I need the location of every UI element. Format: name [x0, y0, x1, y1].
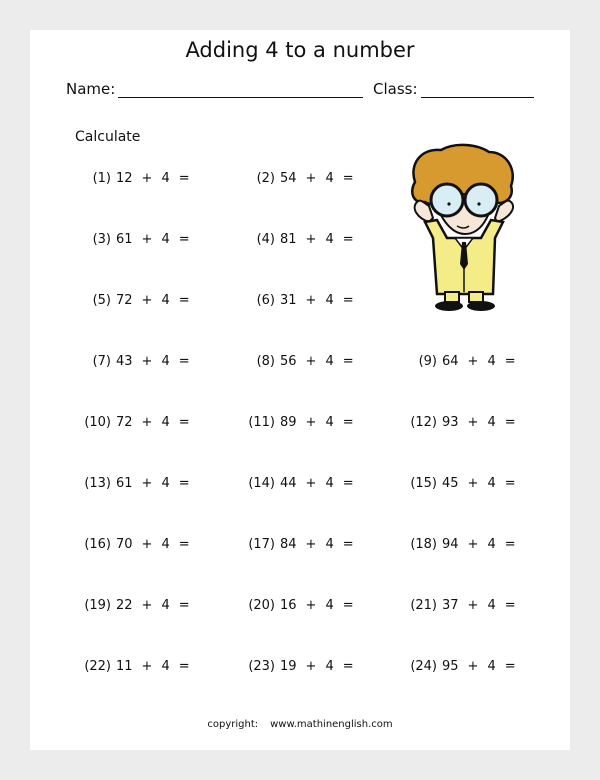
second-addend: 4 — [161, 476, 170, 491]
second-addend: 4 — [325, 537, 334, 552]
second-addend: 4 — [325, 415, 334, 430]
class-label: Class: — [373, 80, 418, 98]
problem-number: (6) — [256, 293, 275, 308]
problem-number: (17) — [248, 537, 275, 552]
second-addend: 4 — [161, 598, 170, 613]
problem-20 — [241, 597, 384, 613]
problem-number: (21) — [410, 598, 437, 613]
first-addend: 93 — [442, 415, 459, 430]
second-addend: 4 — [161, 354, 170, 369]
problem-10 — [77, 414, 220, 430]
problem-number: (1) — [92, 171, 111, 186]
equals-sign: = — [504, 659, 516, 674]
equals-sign: = — [342, 293, 354, 308]
name-label: Name: — [66, 80, 116, 98]
first-addend: 19 — [280, 659, 297, 674]
problem-number: (22) — [84, 659, 111, 674]
equals-sign: = — [342, 537, 354, 552]
equals-sign: = — [178, 171, 190, 186]
plus-sign: + — [141, 598, 153, 613]
plus-sign: + — [141, 659, 153, 674]
problem-12 — [403, 414, 546, 430]
answer-space[interactable] — [354, 597, 384, 609]
answer-space[interactable] — [190, 597, 220, 609]
second-addend: 4 — [487, 476, 496, 491]
answer-space[interactable] — [354, 658, 384, 670]
problem-number: (19) — [84, 598, 111, 613]
problem-number: (18) — [410, 537, 437, 552]
second-addend: 4 — [487, 598, 496, 613]
first-addend: 56 — [280, 354, 297, 369]
equals-sign: = — [504, 476, 516, 491]
worksheet-title: Adding 4 to a number — [185, 38, 415, 62]
second-addend: 4 — [161, 171, 170, 186]
second-addend: 4 — [325, 659, 334, 674]
second-addend: 4 — [325, 354, 334, 369]
problem-number: (10) — [84, 415, 111, 430]
problem-number: (13) — [84, 476, 111, 491]
first-addend: 43 — [116, 354, 133, 369]
second-addend: 4 — [325, 293, 334, 308]
first-addend: 81 — [280, 232, 297, 247]
worksheet-page — [30, 30, 570, 750]
plus-sign: + — [141, 354, 153, 369]
plus-sign: + — [305, 598, 317, 613]
first-addend: 72 — [116, 415, 133, 430]
problem-number: (9) — [418, 354, 437, 369]
first-addend: 31 — [280, 293, 297, 308]
cartoon-boy-with-glasses-icon — [403, 142, 523, 312]
second-addend: 4 — [325, 598, 334, 613]
second-addend: 4 — [161, 659, 170, 674]
second-addend: 4 — [161, 293, 170, 308]
equals-sign: = — [342, 476, 354, 491]
plus-sign: + — [305, 537, 317, 552]
plus-sign: + — [467, 598, 479, 613]
equals-sign: = — [342, 598, 354, 613]
problem-number: (15) — [410, 476, 437, 491]
plus-sign: + — [141, 171, 153, 186]
answer-space[interactable] — [516, 414, 546, 426]
answer-space[interactable] — [354, 231, 384, 243]
plus-sign: + — [141, 476, 153, 491]
equals-sign: = — [342, 659, 354, 674]
problem-6 — [241, 292, 384, 308]
equals-sign: = — [504, 537, 516, 552]
problem-9 — [403, 353, 546, 369]
plus-sign: + — [305, 415, 317, 430]
second-addend: 4 — [487, 354, 496, 369]
first-addend: 64 — [442, 354, 459, 369]
answer-space[interactable] — [516, 597, 546, 609]
first-addend: 37 — [442, 598, 459, 613]
answer-space[interactable] — [516, 353, 546, 365]
answer-space[interactable] — [190, 658, 220, 670]
plus-sign: + — [467, 659, 479, 674]
second-addend: 4 — [161, 537, 170, 552]
answer-space[interactable] — [190, 536, 220, 548]
problem-11 — [241, 414, 384, 430]
first-addend: 16 — [280, 598, 297, 613]
problem-24 — [403, 658, 546, 674]
first-addend: 94 — [442, 537, 459, 552]
first-addend: 89 — [280, 415, 297, 430]
problem-grid — [30, 30, 570, 750]
footer — [30, 719, 570, 730]
problem-1 — [77, 170, 220, 186]
problem-19 — [77, 597, 220, 613]
problem-number: (24) — [410, 659, 437, 674]
answer-space[interactable] — [354, 353, 384, 365]
answer-space[interactable] — [190, 475, 220, 487]
problem-number: (5) — [92, 293, 111, 308]
second-addend: 4 — [487, 415, 496, 430]
second-addend: 4 — [161, 232, 170, 247]
answer-space[interactable] — [354, 292, 384, 304]
first-addend: 61 — [116, 476, 133, 491]
first-addend: 11 — [116, 659, 133, 674]
plus-sign: + — [305, 171, 317, 186]
plus-sign: + — [141, 232, 153, 247]
answer-space[interactable] — [354, 536, 384, 548]
plus-sign: + — [467, 537, 479, 552]
answer-space[interactable] — [190, 353, 220, 365]
first-addend: 22 — [116, 598, 133, 613]
answer-space[interactable] — [354, 170, 384, 182]
problem-15 — [403, 475, 546, 491]
first-addend: 61 — [116, 232, 133, 247]
equals-sign: = — [504, 415, 516, 430]
problem-5 — [77, 292, 220, 308]
problem-number: (12) — [410, 415, 437, 430]
problem-number: (14) — [248, 476, 275, 491]
problem-number: (11) — [248, 415, 275, 430]
second-addend: 4 — [487, 537, 496, 552]
plus-sign: + — [141, 537, 153, 552]
first-addend: 72 — [116, 293, 133, 308]
answer-space[interactable] — [190, 170, 220, 182]
second-addend: 4 — [325, 476, 334, 491]
equals-sign: = — [342, 232, 354, 247]
answer-space[interactable] — [354, 414, 384, 426]
first-addend: 95 — [442, 659, 459, 674]
equals-sign: = — [178, 598, 190, 613]
equals-sign: = — [178, 415, 190, 430]
equals-sign: = — [342, 354, 354, 369]
problem-number: (2) — [256, 171, 275, 186]
equals-sign: = — [178, 354, 190, 369]
equals-sign: = — [178, 659, 190, 674]
first-addend: 84 — [280, 537, 297, 552]
problem-number: (7) — [92, 354, 111, 369]
second-addend: 4 — [161, 415, 170, 430]
problem-4 — [241, 231, 384, 247]
first-addend: 12 — [116, 171, 133, 186]
problem-number: (23) — [248, 659, 275, 674]
problem-number: (3) — [92, 232, 111, 247]
plus-sign: + — [141, 293, 153, 308]
answer-space[interactable] — [190, 414, 220, 426]
website-link[interactable]: www.mathinenglish.com — [270, 719, 393, 730]
problem-23 — [241, 658, 384, 674]
problem-number: (20) — [248, 598, 275, 613]
second-addend: 4 — [325, 232, 334, 247]
answer-space[interactable] — [516, 475, 546, 487]
equals-sign: = — [342, 415, 354, 430]
answer-space[interactable] — [190, 231, 220, 243]
plus-sign: + — [141, 415, 153, 430]
equals-sign: = — [504, 598, 516, 613]
problem-number: (4) — [256, 232, 275, 247]
plus-sign: + — [305, 293, 317, 308]
first-addend: 45 — [442, 476, 459, 491]
instruction-text: Calculate — [75, 129, 141, 145]
problem-13 — [77, 475, 220, 491]
answer-space[interactable] — [354, 475, 384, 487]
problem-2 — [241, 170, 384, 186]
first-addend: 54 — [280, 171, 297, 186]
plus-sign: + — [305, 476, 317, 491]
copyright-label: copyright: — [207, 719, 259, 730]
equals-sign: = — [504, 354, 516, 369]
answer-space[interactable] — [190, 292, 220, 304]
plus-sign: + — [305, 354, 317, 369]
problem-8 — [241, 353, 384, 369]
equals-sign: = — [178, 476, 190, 491]
problem-21 — [403, 597, 546, 613]
problem-17 — [241, 536, 384, 552]
problem-3 — [77, 231, 220, 247]
answer-space[interactable] — [516, 536, 546, 548]
plus-sign: + — [305, 659, 317, 674]
problem-22 — [77, 658, 220, 674]
problem-number: (8) — [256, 354, 275, 369]
plus-sign: + — [305, 232, 317, 247]
equals-sign: = — [178, 537, 190, 552]
plus-sign: + — [467, 415, 479, 430]
equals-sign: = — [178, 293, 190, 308]
first-addend: 44 — [280, 476, 297, 491]
equals-sign: = — [342, 171, 354, 186]
first-addend: 70 — [116, 537, 133, 552]
second-addend: 4 — [487, 659, 496, 674]
plus-sign: + — [467, 354, 479, 369]
problem-7 — [77, 353, 220, 369]
problem-14 — [241, 475, 384, 491]
problem-18 — [403, 536, 546, 552]
answer-space[interactable] — [516, 658, 546, 670]
equals-sign: = — [178, 232, 190, 247]
problem-number: (16) — [84, 537, 111, 552]
second-addend: 4 — [325, 171, 334, 186]
problem-16 — [77, 536, 220, 552]
plus-sign: + — [467, 476, 479, 491]
